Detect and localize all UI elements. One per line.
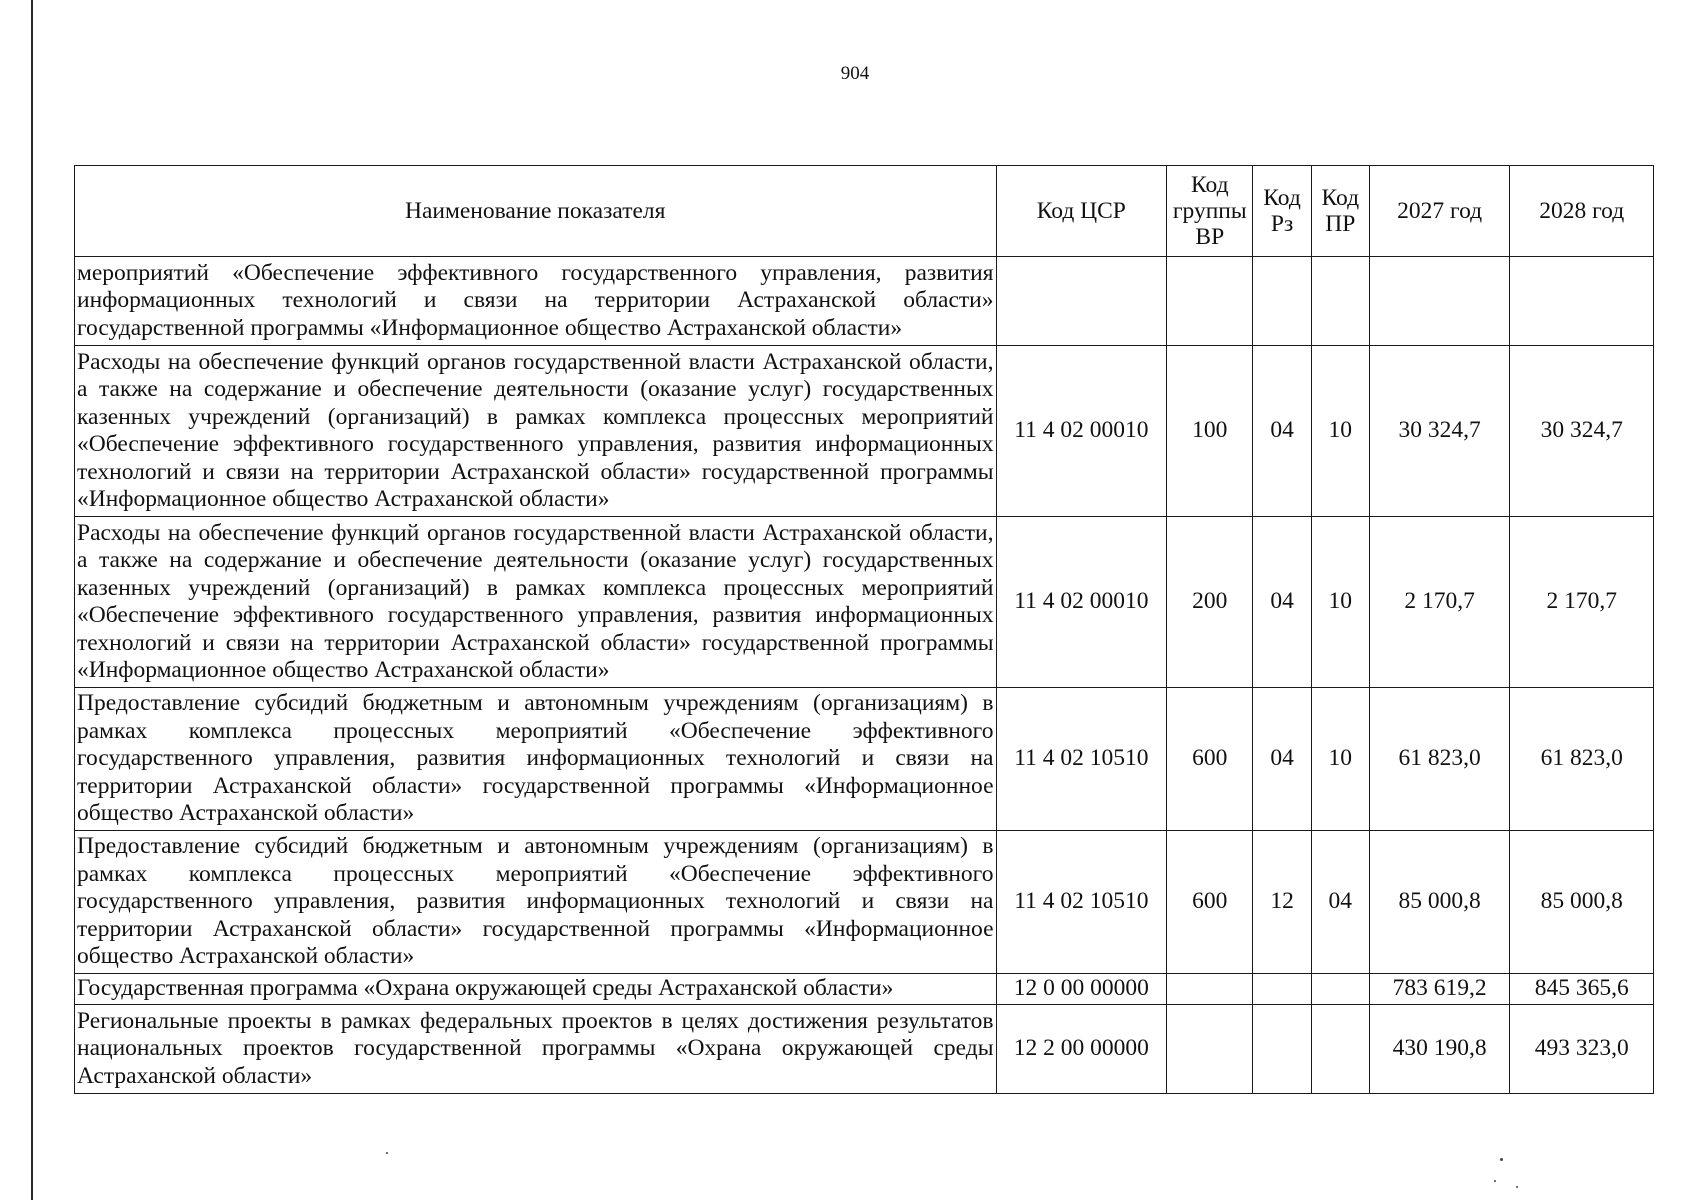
- row-rz: [1253, 1005, 1311, 1094]
- row-pr: 04: [1311, 831, 1369, 974]
- table-row: [75, 974, 1654, 1005]
- table-row: [75, 831, 1654, 974]
- row-2028: [1510, 257, 1654, 346]
- header-vr: Код группы ВР: [1167, 166, 1253, 257]
- row-rz: [1253, 974, 1311, 1005]
- row-name: мероприятий «Обеспечение эффективного государственного управления, развития информационных технологий и связи на территории Астраханской области» государственной программы «Информационное общество Астраханской области»: [75, 257, 997, 346]
- row-2027: 430 190,8: [1369, 1005, 1510, 1094]
- row-2028: 845 365,6: [1510, 974, 1654, 1005]
- row-csr: 12 0 00 00000: [996, 974, 1167, 1005]
- table-row: [75, 257, 1654, 346]
- row-name: Расходы на обеспечение функций органов государственной власти Астраханской области, а также на содержание и обеспечение деятельности (оказание услуг) государственных казенных учреждений (организаций) в рамках комплекса процессных мероприятий «Обеспечение эффективного государственного управления, развития информационных технологий и связи на территории Астраханской области» государственной программы «Информационное общество Астраханской области»: [75, 346, 997, 517]
- row-csr: 11 4 02 10510: [996, 688, 1167, 831]
- row-vr: 200: [1167, 517, 1253, 688]
- row-name: Предоставление субсидий бюджетным и автономным учреждениям (организациям) в рамках комплекса процессных мероприятий «Обеспечение эффективного государственного управления, развития информационных технологий и связи на территории Астраханской области» государственной программы «Информационное общество Астраханской области»: [75, 831, 997, 974]
- row-csr: 11 4 02 00010: [996, 346, 1167, 517]
- scan-margin-line: [31, 0, 33, 1200]
- row-2028: 2 170,7: [1510, 517, 1654, 688]
- row-name: Расходы на обеспечение функций органов государственной власти Астраханской области, а также на содержание и обеспечение деятельности (оказание услуг) государственных казенных учреждений (организаций) в рамках комплекса процессных мероприятий «Обеспечение эффективного государственного управления, развития информационных технологий и связи на территории Астраханской области» государственной программы «Информационное общество Астраханской области»: [75, 517, 997, 688]
- row-pr: 10: [1311, 688, 1369, 831]
- row-2027: 2 170,7: [1369, 517, 1510, 688]
- row-2027: 783 619,2: [1369, 974, 1510, 1005]
- scan-speck: [1494, 1180, 1496, 1182]
- scan-speck: [1516, 1186, 1518, 1188]
- row-2027: [1369, 257, 1510, 346]
- row-name: Предоставление субсидий бюджетным и автономным учреждениям (организациям) в рамках комплекса процессных мероприятий «Обеспечение эффективного государственного управления, развития информационных технологий и связи на территории Астраханской области» государственной программы «Информационное общество Астраханской области»: [75, 688, 997, 831]
- budget-table: [74, 165, 1654, 1094]
- row-csr: [996, 257, 1167, 346]
- row-2028: 30 324,7: [1510, 346, 1654, 517]
- row-rz: 04: [1253, 688, 1311, 831]
- row-vr: [1167, 974, 1253, 1005]
- table-header-row: [75, 166, 1654, 257]
- row-vr: [1167, 1005, 1253, 1094]
- row-vr: [1167, 257, 1253, 346]
- header-2027: 2027 год: [1369, 166, 1510, 257]
- row-csr: 12 2 00 00000: [996, 1005, 1167, 1094]
- row-name: Региональные проекты в рамках федеральных проектов в целях достижения результатов национальных проектов государственной программы «Охрана окружающей среды Астраханской области»: [75, 1005, 997, 1094]
- row-csr: 11 4 02 00010: [996, 517, 1167, 688]
- row-rz: 04: [1253, 346, 1311, 517]
- header-name: Наименование показателя: [75, 166, 997, 257]
- row-vr: 600: [1167, 688, 1253, 831]
- row-2027: 85 000,8: [1369, 831, 1510, 974]
- table-row: [75, 1005, 1654, 1094]
- row-rz: 12: [1253, 831, 1311, 974]
- row-pr: [1311, 974, 1369, 1005]
- table-row: [75, 688, 1654, 831]
- header-pr: Код ПР: [1311, 166, 1369, 257]
- row-pr: 10: [1311, 517, 1369, 688]
- row-pr: 10: [1311, 346, 1369, 517]
- scan-speck: [1500, 1158, 1503, 1161]
- scan-speck: [386, 1152, 388, 1154]
- row-vr: 100: [1167, 346, 1253, 517]
- row-pr: [1311, 257, 1369, 346]
- row-2027: 61 823,0: [1369, 688, 1510, 831]
- row-pr: [1311, 1005, 1369, 1094]
- row-2028: 61 823,0: [1510, 688, 1654, 831]
- row-2028: 493 323,0: [1510, 1005, 1654, 1094]
- row-rz: 04: [1253, 517, 1311, 688]
- header-2028: 2028 год: [1510, 166, 1654, 257]
- row-2027: 30 324,7: [1369, 346, 1510, 517]
- row-name: Государственная программа «Охрана окружающей среды Астраханской области»: [75, 974, 997, 1005]
- row-2028: 85 000,8: [1510, 831, 1654, 974]
- header-rz: Код Рз: [1253, 166, 1311, 257]
- header-csr: Код ЦСР: [996, 166, 1167, 257]
- page-number: 904: [840, 63, 870, 84]
- row-rz: [1253, 257, 1311, 346]
- table-row: [75, 517, 1654, 688]
- row-vr: 600: [1167, 831, 1253, 974]
- table-row: [75, 346, 1654, 517]
- row-csr: 11 4 02 10510: [996, 831, 1167, 974]
